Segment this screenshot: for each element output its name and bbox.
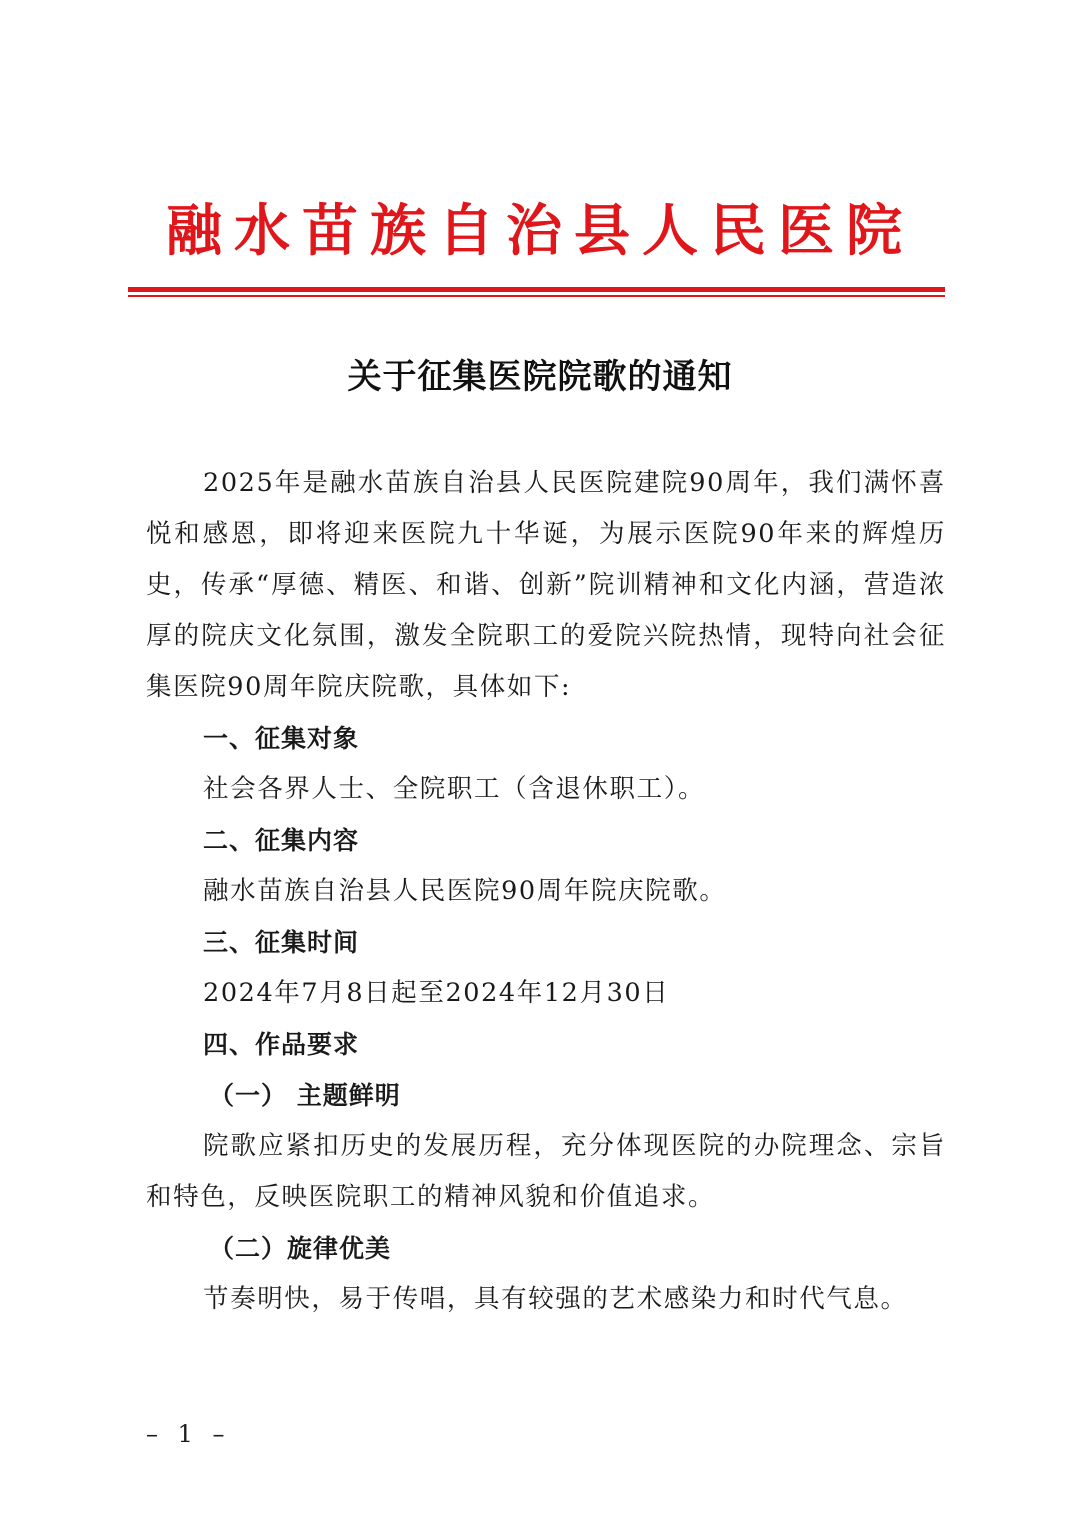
section-text: 社会各界人士、全院职工（含退休职工）。 (203, 774, 706, 804)
organization-name: 融水苗族自治县人民医院 (166, 198, 914, 264)
subsection-text: 节奏明快，易于传唱，具有较强的艺术感染力和时代气息。 (203, 1284, 908, 1314)
section-text: 2024年7月8日起至2024年12月30日 (203, 978, 670, 1008)
intro-paragraph: 2025年是融水苗族自治县人民医院建院90周年，我们满怀喜悦和感恩，即将迎来医院九十华诞，为展示医院90年来的辉煌历史，传承“厚德、精医、和谐、创新”院训精神和文化内涵，营造浓厚的院庆文化氛围，激发全院职工的爱院兴院热情，现特向社会征集医院90周年院庆院歌，具体如下: (146, 468, 946, 702)
header-rule-thin (128, 295, 945, 297)
document-body (146, 458, 946, 1325)
subsection-text: 院歌应紧扣历史的发展历程，充分体现医院的办院理念、宗旨和特色，反映医院职工的精神风貌和价值追求。 (146, 1131, 946, 1212)
document-title: 关于征集医院院歌的通知 (347, 357, 733, 397)
section-heading: 二、征集内容 (203, 826, 360, 855)
section-heading: 一、征集对象 (203, 724, 360, 753)
subsection-heading: （一） 主题鲜明 (209, 1081, 401, 1110)
page-number: – 1 – (146, 1420, 231, 1448)
header-rule-thick (128, 287, 945, 292)
section-heading: 四、作品要求 (203, 1030, 360, 1059)
section-text: 融水苗族自治县人民医院90周年院庆院歌。 (203, 876, 727, 906)
section-heading: 三、征集时间 (203, 928, 360, 957)
subsection-heading: （二）旋律优美 (209, 1234, 392, 1263)
